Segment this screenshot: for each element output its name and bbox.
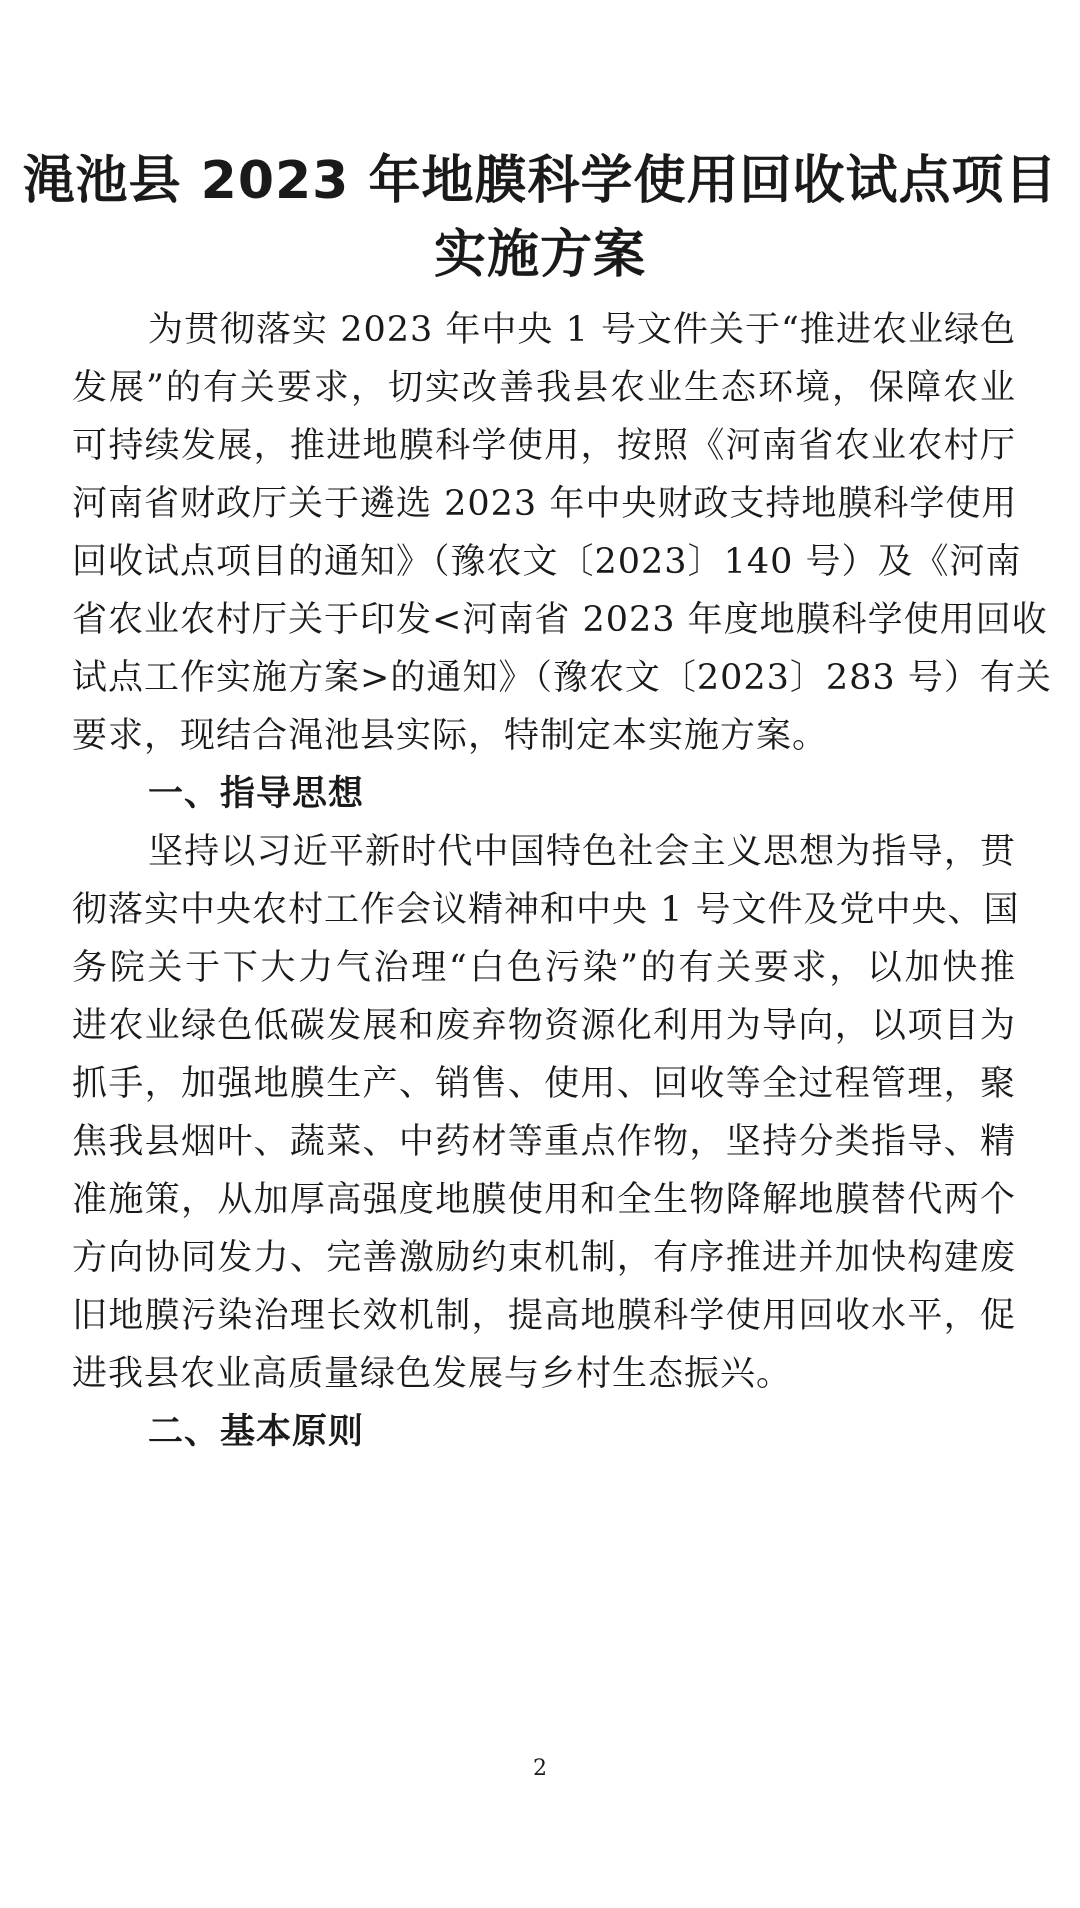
section1-paragraph-line: 准施策，从加厚高强度地膜使用和全生物降解地膜替代两个	[72, 1180, 1016, 1220]
page-number: 2	[533, 1756, 547, 1781]
intro-paragraph-line: 河南省财政厅关于遴选 2023 年中央财政支持地膜科学使用	[72, 484, 1018, 524]
section1-paragraph-line: 方向协同发力、完善激励约束机制，有序推进并加快构建废	[72, 1238, 1016, 1278]
section1-paragraph-line: 进农业绿色低碳发展和废弃物资源化利用为导向，以项目为	[72, 1006, 1016, 1046]
intro-paragraph-line: 回收试点项目的通知》（豫农文〔2023〕140 号）及《河南	[72, 542, 1022, 582]
intro-paragraph-line: 试点工作实施方案>的通知》（豫农文〔2023〕283 号）有关	[72, 658, 1052, 698]
section1-paragraph-line: 坚持以习近平新时代中国特色社会主义思想为指导，贯	[148, 832, 1016, 872]
intro-paragraph-line: 省农业农村厅关于印发<河南省 2023 年度地膜科学使用回收	[72, 600, 1048, 640]
intro-paragraph-line: 要求，现结合渑池县实际，特制定本实施方案。	[72, 716, 829, 756]
intro-paragraph-line: 发展”的有关要求，切实改善我县农业生态环境，保障农业	[72, 368, 1016, 408]
intro-paragraph-line: 为贯彻落实 2023 年中央 1 号文件关于“推进农业绿色	[148, 310, 1016, 350]
section1-paragraph-line: 彻落实中央农村工作会议精神和中央 1 号文件及党中央、国	[72, 890, 1020, 930]
section1-paragraph-line: 进我县农业高质量绿色发展与乡村生态振兴。	[72, 1354, 793, 1394]
section1-paragraph-line: 焦我县烟叶、蔬菜、中药材等重点作物，坚持分类指导、精	[72, 1122, 1016, 1162]
section1-paragraph-line: 旧地膜污染治理长效机制，提高地膜科学使用回收水平，促	[72, 1296, 1016, 1336]
document-title-line-1: 渑池县 2023 年地膜科学使用回收试点项目	[22, 151, 1058, 211]
section1-paragraph-line: 务院关于下大力气治理“白色污染”的有关要求，以加快推	[72, 948, 1016, 988]
section1-paragraph-line: 抓手，加强地膜生产、销售、使用、回收等全过程管理，聚	[72, 1064, 1016, 1104]
section-heading-guiding-ideology: 一、指导思想	[148, 774, 365, 814]
document-title-line-2: 实施方案	[433, 225, 646, 285]
section-heading-basic-principles: 二、基本原则	[148, 1412, 365, 1452]
intro-paragraph-line: 可持续发展，推进地膜科学使用，按照《河南省农业农村厅	[72, 426, 1016, 466]
